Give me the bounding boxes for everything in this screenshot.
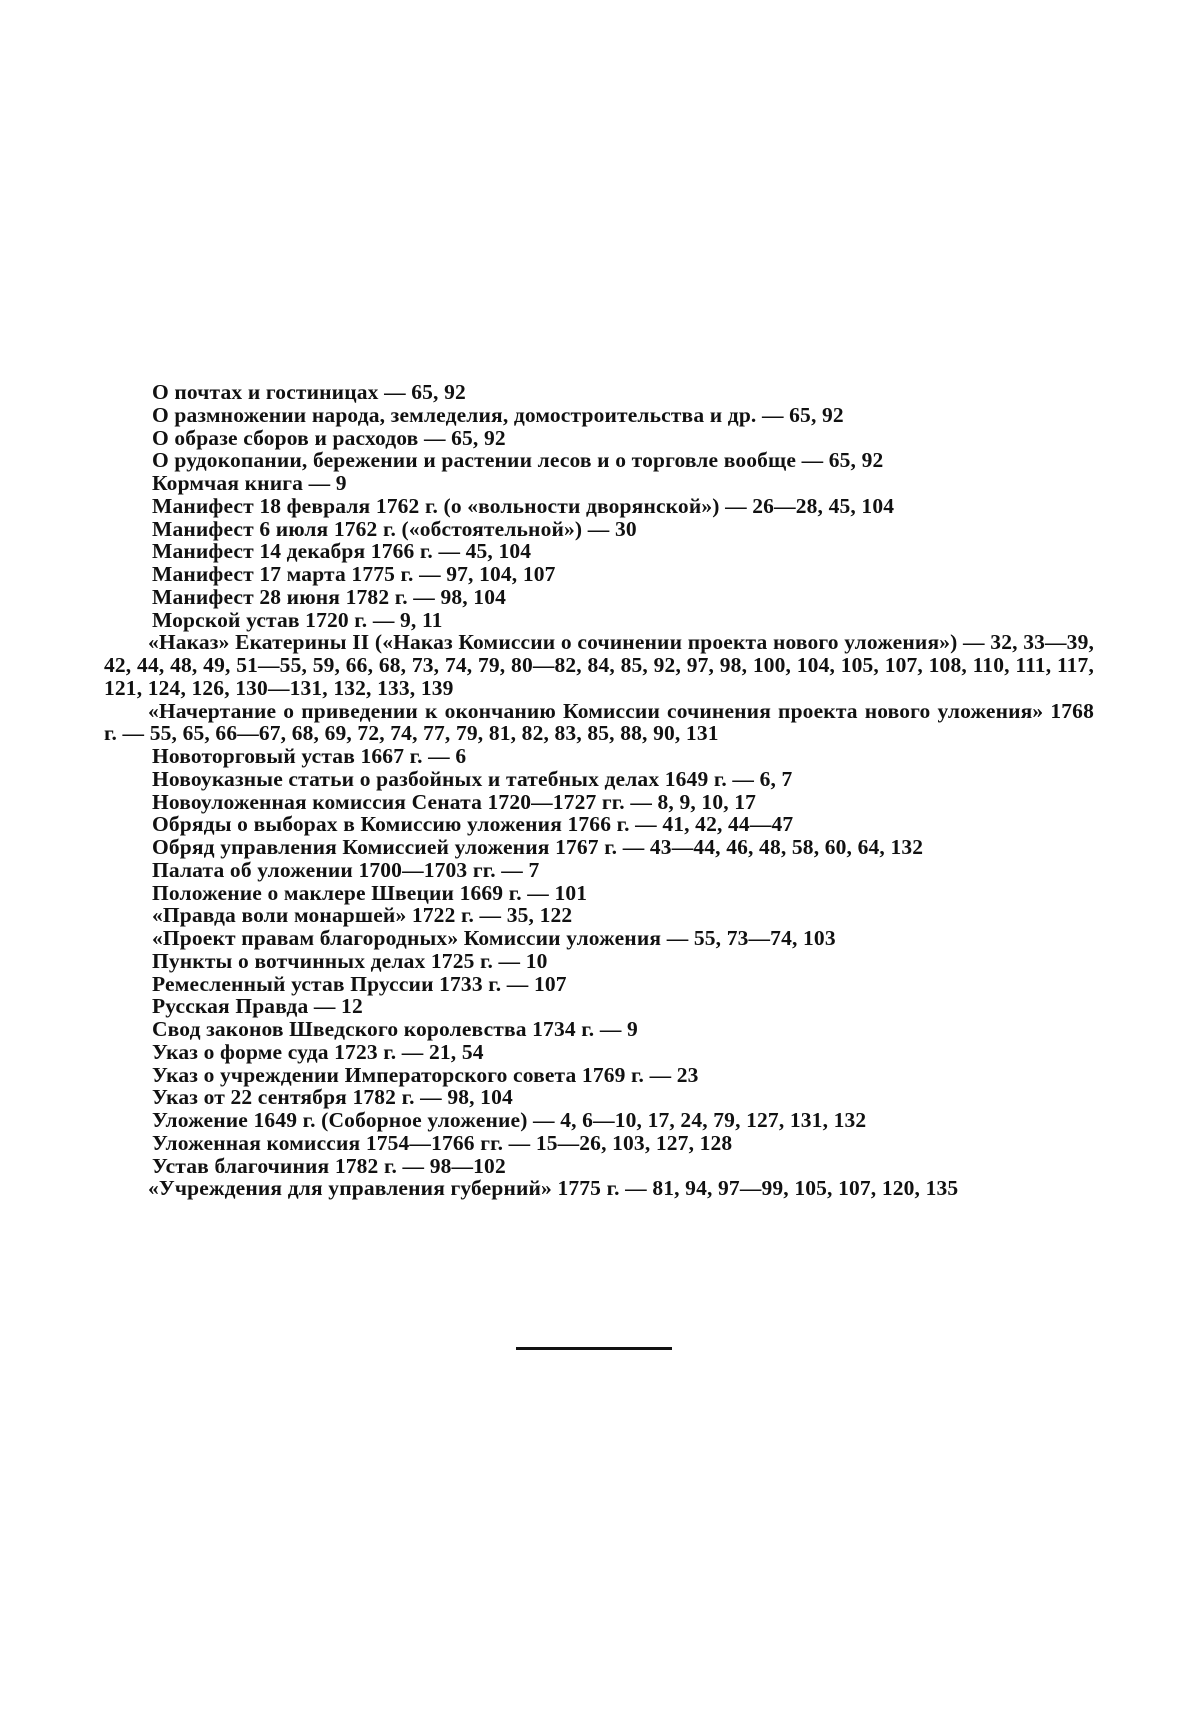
index-entry: Обряды о выборах в Комиссию уложения 1766 г. — 41, 42, 44—47 xyxy=(152,812,794,837)
index-entry: Указ о учреждении Императорского совета 1769 г. — 23 xyxy=(152,1062,699,1087)
index-entry: Манифест 28 июня 1782 г. — 98, 104 xyxy=(152,584,507,609)
index-entry: Манифест 18 февраля 1762 г. (о «вольности дворянской») — 26—28, 45, 104 xyxy=(152,493,895,518)
index-entry: Палата об уложении 1700—1703 гг. — 7 xyxy=(152,857,540,882)
index-entry: Манифест 14 декабря 1766 г. — 45, 104 xyxy=(152,539,532,564)
index-entry: Манифест 17 марта 1775 г. — 97, 104, 107 xyxy=(152,562,556,586)
index-entry: О почтах и гостиницах — 65, 92 xyxy=(152,380,466,404)
index-entry: Русская Правда — 12 xyxy=(152,994,363,1019)
index-entry: «Проект правам благородных» Комиссии уложения — 55, 73—74, 103 xyxy=(152,926,836,950)
index-of-legal-acts xyxy=(104,381,1094,1200)
index-entry: Новоторговый устав 1667 г. — 6 xyxy=(152,744,467,768)
index-entry: Уложенная комиссия 1754—1766 гг. — 15—26, 103, 127, 128 xyxy=(152,1130,733,1155)
index-entry: Манифест 6 июля 1762 г. («обстоятельной») — 30 xyxy=(152,516,637,541)
index-entry: О образе сборов и расходов — 65, 92 xyxy=(152,425,506,450)
index-entry: «Учреждения для управления губерний» 1775 г. — 81, 94, 97—99, 105, 107, 120, 135 xyxy=(148,1176,959,1201)
index-entry: Обряд управления Комиссией уложения 1767 г. — 43—44, 46, 48, 58, 60, 64, 132 xyxy=(152,835,924,859)
index-entry: «Начертание о приведении к окончанию Комиссии сочинения проекта нового уложения» 1768 г. — 55, 65, 66—67, 68, 69, 72, 74, 77, 79, 81, 82, 83, 85, 88, 90, 131 xyxy=(104,698,1094,746)
index-entry: Свод законов Шведского королевства 1734 г. — 9 xyxy=(152,1017,638,1041)
index-entry: Морской устав 1720 г. — 9, 11 xyxy=(152,607,443,632)
index-entry: Новоуказные статьи о разбойных и татебных делах 1649 г. — 6, 7 xyxy=(152,766,793,791)
index-entry: Пункты о вотчинных делах 1725 г. — 10 xyxy=(152,948,548,973)
index-entry: Новоуложенная комиссия Сената 1720—1727 гг. — 8, 9, 10, 17 xyxy=(152,789,757,814)
index-entry: Ремесленный устав Пруссии 1733 г. — 107 xyxy=(152,971,567,996)
index-entry: О размножении народа, земледелия, домостроительства и др. — 65, 92 xyxy=(152,402,844,427)
index-entry: Указ о форме суда 1723 г. — 21, 54 xyxy=(152,1039,484,1064)
index-entry: «Правда воли монаршей» 1722 г. — 35, 122 xyxy=(152,903,573,928)
index-entry: Кормчая книга — 9 xyxy=(152,471,347,495)
index-entry: «Наказ» Екатерины II («Наказ Комиссии о сочинении проекта нового уложения») — 32, 33—39, 42, 44, 48, 49, 51—55, 59, 66, 68, 73, 74, 79, 80—82, 84, 85, 92, 97, 98, 100, 104, 105, 107, 108, 110, 111, 117, 121, 124, 126, 130—131, 132, 133, 139 xyxy=(104,630,1094,700)
index-entry: Указ от 22 сентября 1782 г. — 98, 104 xyxy=(152,1085,513,1110)
closing-rule xyxy=(516,1347,672,1350)
index-entry: О рудокопании, бережении и растении лесов и о торговле вообще — 65, 92 xyxy=(152,448,884,473)
index-entry: Уложение 1649 г. (Соборное уложение) — 4, 6—10, 17, 24, 79, 127, 131, 132 xyxy=(152,1108,867,1132)
index-entry: Устав благочиния 1782 г. — 98—102 xyxy=(152,1153,506,1178)
index-entry: Положение о маклере Швеции 1669 г. — 101 xyxy=(152,880,588,905)
